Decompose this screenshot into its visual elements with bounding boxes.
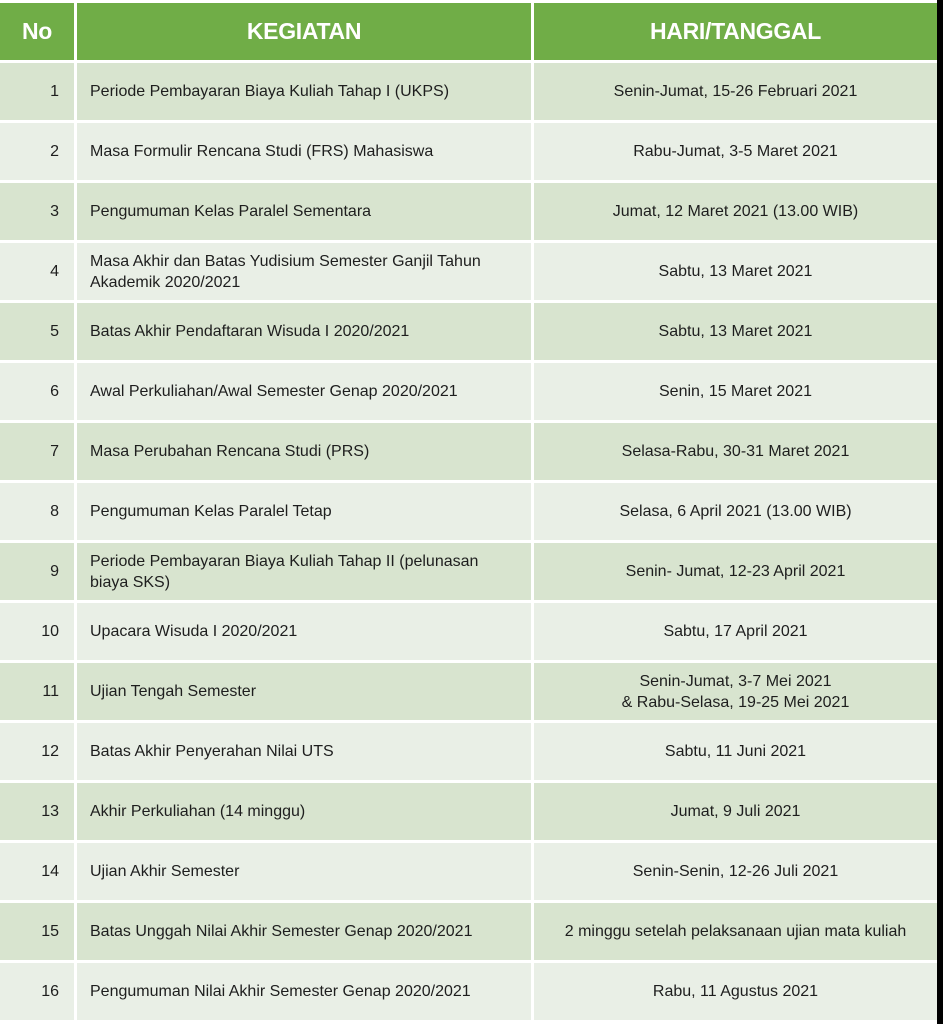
date-text: Senin- Jumat, 12-23 April 2021 xyxy=(625,563,846,580)
table-row xyxy=(0,243,937,303)
table-row xyxy=(0,723,937,783)
table-row xyxy=(0,123,937,183)
cell-hari-tanggal xyxy=(534,843,937,903)
cell-kegiatan xyxy=(77,963,534,1023)
cell-hari-tanggal xyxy=(534,963,937,1023)
date-text: Rabu-Jumat, 3-5 Maret 2021 xyxy=(633,143,838,160)
kegiatan-text: Awal Perkuliahan/Awal Semester Genap 2020/2021 xyxy=(90,383,458,400)
date-text: Jumat, 9 Juli 2021 xyxy=(670,803,801,820)
table-row xyxy=(0,183,937,243)
cell-no: 15 xyxy=(0,903,77,963)
cell-no: 7 xyxy=(0,423,77,483)
cell-no: 5 xyxy=(0,303,77,363)
kegiatan-text: Batas Akhir Pendaftaran Wisuda I 2020/2021 xyxy=(90,323,410,340)
table-row xyxy=(0,543,937,603)
cell-kegiatan xyxy=(77,843,534,903)
cell-kegiatan xyxy=(77,123,534,183)
table-row xyxy=(0,303,937,363)
header-kegiatan: KEGIATAN xyxy=(77,3,534,63)
cell-hari-tanggal xyxy=(534,903,937,963)
cell-no: 3 xyxy=(0,183,77,243)
kegiatan-text: Pengumuman Kelas Paralel Sementara xyxy=(90,203,372,220)
cell-kegiatan xyxy=(77,63,534,123)
cell-kegiatan xyxy=(77,543,534,603)
cell-hari-tanggal xyxy=(534,783,937,843)
kegiatan-text: Pengumuman Kelas Paralel Tetap xyxy=(90,503,332,520)
table-row xyxy=(0,363,937,423)
cell-kegiatan xyxy=(77,903,534,963)
cell-hari-tanggal xyxy=(534,543,937,603)
cell-kegiatan xyxy=(77,723,534,783)
table-body xyxy=(0,63,937,1023)
cell-no: 14 xyxy=(0,843,77,903)
cell-hari-tanggal xyxy=(534,483,937,543)
cell-no: 6 xyxy=(0,363,77,423)
table-row xyxy=(0,483,937,543)
cell-hari-tanggal xyxy=(534,123,937,183)
cell-kegiatan xyxy=(77,423,534,483)
table-row xyxy=(0,63,937,123)
cell-no: 13 xyxy=(0,783,77,843)
date-text: Sabtu, 13 Maret 2021 xyxy=(658,323,813,340)
kegiatan-text: Upacara Wisuda I 2020/2021 xyxy=(90,623,298,640)
kegiatan-text: Akademik 2020/2021 xyxy=(90,273,241,291)
cell-no: 2 xyxy=(0,123,77,183)
date-text: & Rabu-Selasa, 19-25 Mei 2021 xyxy=(621,693,850,711)
cell-hari-tanggal xyxy=(534,63,937,123)
date-text: Sabtu, 11 Juni 2021 xyxy=(664,743,807,760)
cell-no: 9 xyxy=(0,543,77,603)
cell-hari-tanggal xyxy=(534,243,937,303)
kegiatan-text: Pengumuman Nilai Akhir Semester Genap 2020/2021 xyxy=(90,983,471,1000)
date-text: Selasa-Rabu, 30-31 Maret 2021 xyxy=(621,443,850,460)
kegiatan-text: Periode Pembayaran Biaya Kuliah Tahap I (UKPS) xyxy=(90,83,450,100)
table-row xyxy=(0,603,937,663)
date-text: Senin-Jumat, 15-26 Februari 2021 xyxy=(613,83,858,100)
kegiatan-text: Akhir Perkuliahan (14 minggu) xyxy=(90,803,306,820)
kegiatan-text: Masa Formulir Rencana Studi (FRS) Mahasiswa xyxy=(90,143,434,160)
date-text: Senin-Jumat, 3-7 Mei 2021 xyxy=(639,672,832,690)
kegiatan-text: Periode Pembayaran Biaya Kuliah Tahap II (pelunasan xyxy=(90,552,479,570)
cell-kegiatan xyxy=(77,363,534,423)
kegiatan-text: Masa Perubahan Rencana Studi (PRS) xyxy=(90,443,370,460)
table-row xyxy=(0,903,937,963)
cell-kegiatan xyxy=(77,243,534,303)
kegiatan-text: Ujian Akhir Semester xyxy=(90,863,240,880)
table-row xyxy=(0,843,937,903)
cell-no: 10 xyxy=(0,603,77,663)
cell-no: 12 xyxy=(0,723,77,783)
table-row xyxy=(0,423,937,483)
kegiatan-text: Batas Unggah Nilai Akhir Semester Genap 2020/2021 xyxy=(90,923,473,940)
date-text: Sabtu, 13 Maret 2021 xyxy=(658,263,813,280)
academic-calendar-table xyxy=(0,3,937,1023)
table-header-row xyxy=(0,3,937,63)
date-text: Senin-Senin, 12-26 Juli 2021 xyxy=(632,863,839,880)
table-row xyxy=(0,663,937,723)
date-text: Rabu, 11 Agustus 2021 xyxy=(652,983,819,1000)
header-no: No xyxy=(0,3,77,63)
cell-no: 4 xyxy=(0,243,77,303)
kegiatan-text: Batas Akhir Penyerahan Nilai UTS xyxy=(90,743,334,760)
date-text: Sabtu, 17 April 2021 xyxy=(663,623,808,640)
cell-kegiatan xyxy=(77,483,534,543)
cell-no: 8 xyxy=(0,483,77,543)
date-text: Jumat, 12 Maret 2021 (13.00 WIB) xyxy=(612,203,859,220)
cell-hari-tanggal xyxy=(534,363,937,423)
date-text: 2 minggu setelah pelaksanaan ujian mata kuliah xyxy=(564,923,907,940)
cell-kegiatan xyxy=(77,183,534,243)
kegiatan-text: Ujian Tengah Semester xyxy=(90,683,257,700)
cell-kegiatan xyxy=(77,663,534,723)
cell-hari-tanggal xyxy=(534,183,937,243)
cell-no: 1 xyxy=(0,63,77,123)
date-text: Selasa, 6 April 2021 (13.00 WIB) xyxy=(619,503,852,520)
header-hari-tanggal: HARI/TANGGAL xyxy=(534,3,937,63)
cell-hari-tanggal xyxy=(534,603,937,663)
cell-hari-tanggal xyxy=(534,723,937,783)
cell-hari-tanggal xyxy=(534,423,937,483)
cell-kegiatan xyxy=(77,303,534,363)
cell-kegiatan xyxy=(77,603,534,663)
cell-no: 16 xyxy=(0,963,77,1023)
cell-hari-tanggal xyxy=(534,303,937,363)
table-row xyxy=(0,963,937,1023)
kegiatan-text: Masa Akhir dan Batas Yudisium Semester Ganjil Tahun xyxy=(90,252,481,270)
cell-no: 11 xyxy=(0,663,77,723)
cell-hari-tanggal xyxy=(534,663,937,723)
table-row xyxy=(0,783,937,843)
cell-kegiatan xyxy=(77,783,534,843)
kegiatan-text: biaya SKS) xyxy=(90,573,171,591)
date-text: Senin, 15 Maret 2021 xyxy=(659,383,812,400)
